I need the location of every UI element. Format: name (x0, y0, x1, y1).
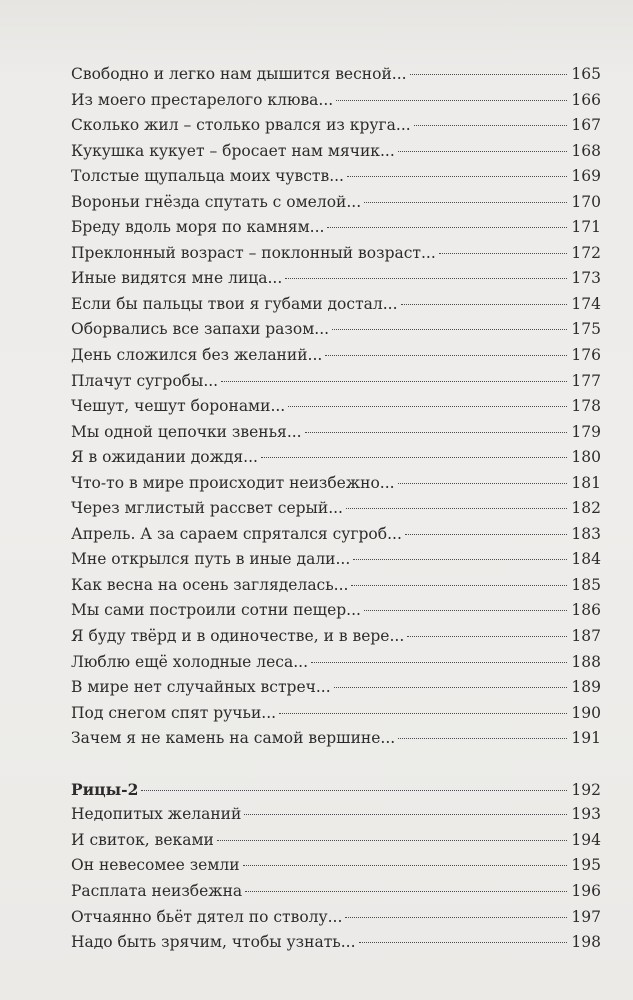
toc-entry (71, 215, 601, 241)
dot-leader (407, 636, 567, 637)
toc-entry-page: 187 (571, 627, 601, 646)
toc-entry-title: Что-то в мире происходит неизбежно... (71, 473, 395, 492)
toc-entry (71, 828, 601, 854)
toc-entry-title: Зачем я не камень на самой вершине... (71, 729, 396, 748)
toc-entry-page: 174 (571, 294, 601, 313)
dot-leader (353, 559, 567, 560)
toc-entry-page: 181 (571, 473, 601, 492)
toc-entry-page: 194 (571, 830, 601, 849)
dot-leader (245, 891, 567, 892)
dot-leader (311, 662, 567, 663)
dot-leader (327, 227, 567, 228)
toc-entry (71, 853, 601, 879)
toc-entry-title: Как весна на осень загляделась... (71, 575, 349, 594)
dot-leader (398, 738, 567, 739)
toc-entry (71, 445, 601, 471)
toc-entry-page: 182 (571, 499, 601, 518)
toc-entry-title: Чешут, чешут боронами... (71, 397, 286, 416)
toc-entry (71, 802, 601, 828)
toc-entry (71, 241, 601, 267)
toc-entry-title: Апрель. А за сараем спрятался сугроб... (71, 524, 402, 543)
dot-leader (401, 304, 568, 305)
toc-entry-page: 191 (571, 729, 601, 748)
toc-entry-title: Сколько жил – столько рвался из круга... (71, 116, 411, 135)
dot-leader (398, 151, 568, 152)
toc-entry-title: Вороньи гнёзда спутать с омелой... (71, 192, 362, 211)
toc-entry-page: 166 (571, 90, 601, 109)
dot-leader (345, 917, 567, 918)
dot-leader (364, 610, 567, 611)
dot-leader (359, 942, 568, 943)
toc-entry-page: 178 (571, 397, 601, 416)
toc-entry (71, 624, 601, 650)
toc-entry (71, 879, 601, 905)
toc-entry-page: 197 (571, 907, 601, 926)
toc-entry-title: День сложился без желаний... (71, 346, 323, 365)
dot-leader (244, 814, 567, 815)
toc-entry (71, 650, 601, 676)
dot-leader (243, 865, 568, 866)
section-gap (71, 752, 601, 777)
toc-entry (71, 139, 601, 165)
toc-entry-page: 186 (571, 601, 601, 620)
toc-entry-title: Преклонный возраст – поклонный возраст... (71, 243, 436, 262)
toc-entry (71, 113, 601, 139)
dot-leader (346, 508, 567, 509)
dot-leader (439, 253, 568, 254)
toc-entry-title: Из моего престарелого клюва... (71, 90, 334, 109)
toc-entry-page: 165 (571, 65, 601, 83)
toc-entry (71, 675, 601, 701)
toc-entry-title: Люблю ещё холодные леса... (71, 652, 308, 671)
toc-entry-page: 171 (571, 218, 601, 237)
dot-leader (336, 100, 567, 101)
toc-section-title: Рицы-2 (71, 779, 139, 799)
toc-entry-title: Мне открылся путь в иные дали... (71, 550, 351, 569)
toc-entry-title: Плачут сугробы... (71, 371, 219, 390)
toc-entry (71, 547, 601, 573)
toc-section-entries (71, 802, 601, 955)
toc-entry-title: Оборвались все запахи разом... (71, 320, 330, 339)
dot-leader (279, 713, 567, 714)
toc-entry-page: 168 (571, 141, 601, 160)
toc-entry-page: 172 (571, 243, 601, 262)
dot-leader (217, 840, 568, 841)
toc-entry (71, 573, 601, 599)
toc-entry (71, 701, 601, 727)
toc-entry-title: Расплата неизбежна (71, 881, 243, 900)
toc-entry-title: В мире нет случайных встреч... (71, 678, 331, 697)
dot-leader (347, 176, 567, 177)
toc-entry-title: Свободно и легко нам дышится весной... (71, 65, 407, 83)
toc-entry-title: Иные видятся мне лица... (71, 269, 283, 288)
toc-entry-page: 184 (571, 550, 601, 569)
toc-entry (71, 164, 601, 190)
dot-leader (221, 381, 567, 382)
toc-entry-title: Через мглистый рассвет серый... (71, 499, 343, 518)
toc-entry-page: 183 (571, 524, 601, 543)
toc-entry-page: 169 (571, 167, 601, 186)
dot-leader (351, 585, 567, 586)
toc-entry-title: Мы одной цепочки звенья... (71, 422, 302, 441)
toc-section-heading (71, 777, 601, 803)
toc-entry (71, 930, 601, 956)
toc-entry (71, 62, 601, 88)
dot-leader (305, 432, 568, 433)
toc-entry (71, 726, 601, 752)
dot-leader (285, 278, 567, 279)
toc-entry (71, 292, 601, 318)
toc-entry-title: Он невесомее земли (71, 856, 240, 875)
toc-entry-title: Надо быть зрячим, чтобы узнать... (71, 933, 356, 952)
toc-entry-page: 195 (571, 856, 601, 875)
toc-entry-page: 185 (571, 575, 601, 594)
dot-leader (332, 329, 567, 330)
dot-leader (325, 355, 567, 356)
toc-entry-page: 170 (571, 192, 601, 211)
toc-entries (71, 62, 601, 752)
toc-section-page: 192 (571, 780, 601, 799)
toc-entry (71, 394, 601, 420)
toc-entry-title: Я в ожидании дождя... (71, 448, 258, 467)
toc-entry (71, 190, 601, 216)
toc-entry-page: 179 (571, 422, 601, 441)
dot-leader (141, 790, 567, 791)
toc-entry (71, 471, 601, 497)
toc-entry (71, 369, 601, 395)
toc-entry (71, 905, 601, 931)
toc-entry (71, 343, 601, 369)
toc-entry-title: Под снегом спят ручьи... (71, 703, 277, 722)
toc-entry-page: 176 (571, 346, 601, 365)
toc-entry-page: 173 (571, 269, 601, 288)
toc-entry-page: 190 (571, 703, 601, 722)
toc-entry-title: Кукушка кукует – бросает нам мячик... (71, 141, 395, 160)
toc-entry-title: Толстые щупальца моих чувств... (71, 167, 344, 186)
toc-entry-page: 193 (571, 805, 601, 824)
toc-entry-page: 189 (571, 678, 601, 697)
toc-entry-page: 198 (571, 933, 601, 952)
toc-entry (71, 88, 601, 114)
toc-entry (71, 496, 601, 522)
toc-entry (71, 420, 601, 446)
toc-entry-page: 177 (571, 371, 601, 390)
dot-leader (398, 483, 568, 484)
toc-entry (71, 266, 601, 292)
toc-entry-title: Бреду вдоль моря по камням... (71, 218, 325, 237)
toc-entry (71, 317, 601, 343)
toc-entry-page: 180 (571, 448, 601, 467)
toc-entry-page: 188 (571, 652, 601, 671)
dot-leader (288, 406, 567, 407)
toc-entry-page: 196 (571, 881, 601, 900)
toc-entry-title: Я буду твёрд и в одиночестве, и в вере... (71, 627, 405, 646)
toc-entry-title: Отчаянно бьёт дятел по стволу... (71, 907, 343, 926)
toc-entry-title: Если бы пальцы твои я губами достал... (71, 294, 398, 313)
toc-entry-page: 175 (571, 320, 601, 339)
dot-leader (410, 74, 568, 75)
dot-leader (405, 534, 568, 535)
toc-entry-title: Недопитых желаний (71, 805, 242, 824)
toc-entry-title: И свиток, веками (71, 830, 214, 849)
dot-leader (334, 687, 568, 688)
toc-entry (71, 522, 601, 548)
dot-leader (261, 457, 567, 458)
table-of-contents (71, 62, 601, 956)
dot-leader (364, 202, 567, 203)
dot-leader (414, 125, 568, 126)
toc-entry-title: Мы сами построили сотни пещер... (71, 601, 361, 620)
toc-entry-page: 167 (571, 116, 601, 135)
toc-entry (71, 598, 601, 624)
